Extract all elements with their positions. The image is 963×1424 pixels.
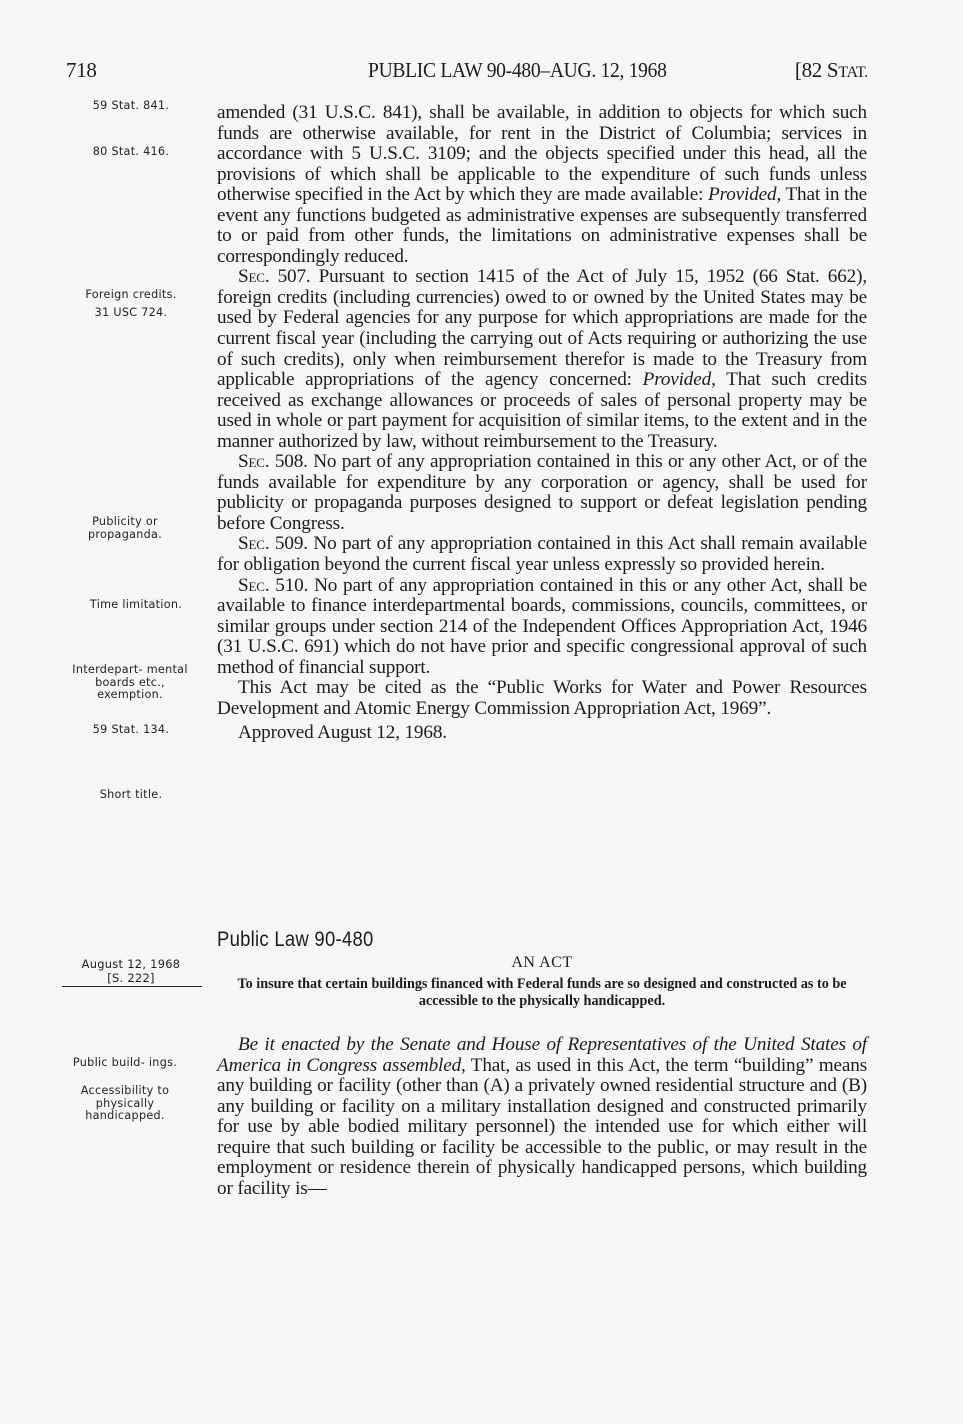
section-510 bbox=[217, 576, 867, 679]
statute-body bbox=[217, 103, 867, 744]
section-label: Sec. 507. bbox=[238, 266, 311, 288]
margin-note-public-buildings: Public build- ings. bbox=[72, 1056, 178, 1069]
header-title: PUBLIC LAW 90-480–AUG. 12, 1968 bbox=[368, 58, 667, 82]
section-label: Sec. 510. bbox=[238, 574, 309, 596]
text: , That such credits received as exchange allowances or proceeds of sales of personal property may be used in whole or part payment for acquisition of similar items, to the extent and in the manner authorized by law, without reimbursement to the Treasury. bbox=[217, 369, 867, 452]
section-label: Sec. 509. bbox=[238, 533, 308, 555]
enacting-clause bbox=[217, 1035, 867, 1199]
italic-provided: Provided bbox=[708, 184, 777, 206]
italic-provided: Provided bbox=[642, 369, 712, 391]
text: No part of any appropriation contained in this or any other Act, or of the funds available for expenditure by any corporation or agency, shall be used for publicity or propaganda purposes designed to support or defeat legislation pending before Congress. bbox=[217, 451, 868, 534]
margin-rule bbox=[62, 986, 202, 987]
section-507 bbox=[217, 267, 867, 452]
text: amended (31 U.S.C. 841), shall be available, in addition to objects for which such funds are otherwise available, for rent in the District of Columbia; services in accordance with 5 U.S.C. 3109; and the objects specified under this head, all the provisions of which shall be applicable to the expenditure of such funds unless otherwise specified in the Act by which they are made available: bbox=[217, 102, 867, 206]
bill-info bbox=[66, 957, 196, 987]
margin-note-31-usc-724: 31 USC 724. bbox=[94, 306, 168, 319]
text: No part of any appropriation contained in this Act shall remain available for obligation beyond the current fiscal year unless expressly so provided herein. bbox=[217, 533, 868, 576]
margin-note-accessibility: Accessibility to physically handicapped. bbox=[80, 1084, 170, 1123]
volume-citation bbox=[795, 56, 868, 87]
margin-note-publicity: Publicity or propaganda. bbox=[87, 515, 163, 541]
an-act-heading: AN ACT bbox=[511, 954, 573, 971]
margin-note-80-stat-416: 80 Stat. 416. bbox=[92, 145, 170, 158]
margin-note-59-stat-841: 59 Stat. 841. bbox=[92, 99, 170, 112]
section-label: Sec. 508. bbox=[238, 451, 308, 473]
enacting-italic: Be it enacted by the Senate and House of Representatives of the United States of America in Congress assembled bbox=[217, 1034, 867, 1076]
text: , That, as used in this Act, the term “building” means any building or facility (other than (A) a privately owned residential structure and (B) any building or facility on a military installation designed and constructed primarily for use by able bodied military personnel) the intended use for which either will require that such building or facility be accessible to the public, or may result in the employment or residence therein of physically handicapped persons, which building or facility is— bbox=[217, 1054, 868, 1199]
page-number: 718 bbox=[66, 58, 97, 82]
public-law-title: Public Law 90-480 bbox=[217, 928, 374, 951]
running-header bbox=[66, 56, 868, 84]
volume-prefix: [82 S bbox=[794, 58, 839, 82]
paragraph-continuation bbox=[217, 103, 867, 267]
margin-note-interdepartmental: Interdepart- mental boards etc., exemption. bbox=[72, 663, 188, 702]
margin-note-foreign-credits: Foreign credits. bbox=[85, 288, 177, 301]
text: No part of any appropriation contained in this or any other Act, shall be available to finance interdepartmental boards, commissions, councils, committees, or similar groups under section 214 of the Independent Offices Appropriation Act, 1946 (31 U.S.C. 691) which do not have prior and specific congressional approval of such method of financial support. bbox=[217, 574, 867, 678]
section-509 bbox=[217, 534, 867, 575]
text: , That in the event any functions budgeted as administrative expenses are subsequently transferred to or paid from other funds, the limitations on administrative expenses shall be correspondingly reduced. bbox=[217, 184, 868, 267]
bill-number: [S. 222] bbox=[107, 971, 155, 985]
enacting-body bbox=[217, 1035, 867, 1199]
approval-date: Approved August 12, 1968. bbox=[238, 722, 447, 744]
short-title-paragraph: This Act may be cited as the “Public Works for Water and Power Resources Development and Atomic Energy Commission Appropriation Act, 1969”. bbox=[217, 677, 867, 719]
text: Pursuant to section 1415 of the Act of July 15, 1952 (66 Stat. 662), foreign credits (including currencies) owed to or owned by the United States may be used by Federal agencies for any purpose for which appropriations are made for the current fiscal year (including the carrying out of Acts requiring or authorizing the use of such credits), only when reimbursement therefor is made to the Treasury from applicable appropriations of the agency concerned: bbox=[217, 266, 868, 391]
margin-note-time-limitation: Time limitation. bbox=[89, 598, 183, 611]
act-date: August 12, 1968 bbox=[81, 957, 181, 971]
margin-note-short-title: Short title. bbox=[99, 788, 163, 801]
margin-note-59-stat-134: 59 Stat. 134. bbox=[92, 723, 170, 736]
act-purpose: To insure that certain buildings financed with Federal funds are so designed and constructed as to be accessible to the physically handicapped. bbox=[237, 976, 847, 1009]
section-508 bbox=[217, 452, 867, 534]
volume-suffix: TAT. bbox=[838, 64, 868, 81]
